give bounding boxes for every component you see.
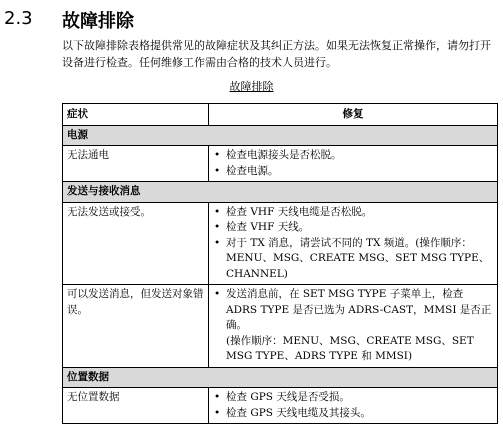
operation-note: (操作顺序：MENU、MSG、CREATE MSG、SET MSG TYPE、ADRS TYPE 和 MMSI) [226,334,474,362]
troubleshooting-table [62,103,498,424]
fix-item: • 发送消息前，在 SET MSG TYPE 子菜单上，检查 ADRS TYPE 是否已选为 ADRS-CAST，MMSI 是否正确。 [214,288,492,331]
fix-cell [209,388,498,424]
fix-item: • 检查电源。 [213,164,493,180]
symptom-cell: 无法通电 [63,146,209,182]
bullet-icon: • [214,221,221,233]
bullet-icon: • [214,149,221,161]
bullet-icon: • [214,406,221,419]
bullet-icon: • [214,391,221,403]
fix-item: • 检查 VHF 天线。 [213,220,493,236]
fix-item: • 检查 GPS 天线电缆及其接头。 [213,406,493,422]
bullet-icon: • [214,288,221,300]
table-header-row [63,104,498,126]
category-label: 发送与接收消息 [63,182,498,203]
fix-list [213,205,493,283]
table-row [63,202,498,285]
section-title: 故障排除 [62,11,134,32]
table-caption: 故障排除 [229,80,274,93]
category-label: 电源 [63,125,498,146]
table-row [63,285,498,368]
symptom-cell: 无法发送或接受。 [63,202,209,285]
category-row-position [63,367,498,388]
category-label: 位置数据 [63,367,498,388]
symptom-cell: 无位置数据 [63,388,209,424]
fix-list [213,390,493,421]
fix-cell [209,146,498,182]
symptom-cell: 可以发送消息，但发送对象错误。 [63,285,209,368]
category-row-messages [63,182,498,203]
fix-item: • 检查电源接头是否松脱。 [213,148,493,164]
category-row-power [63,125,498,146]
fix-item: • 检查 VHF 天线电缆是否松脱。 [213,205,493,221]
table-row [63,146,498,182]
intro-paragraph: 以下故障排除表格提供常见的故障症状及其纠正方法。如果无法恢复正常操作，请勿打开设备进行检查。任何维修工作需由合格的技术人员进行。 [62,39,491,69]
fix-item: • 对于 TX 消息，请尝试不同的 TX 频道。(操作顺序：MENU、MSG、CREATE MSG、SET MSG TYPE、CHANNEL) [214,236,490,280]
fix-item: • 检查 GPS 天线是否受损。 [213,390,493,406]
bullet-icon: • [214,236,221,249]
fix-list [213,148,493,179]
bullet-icon: • [214,205,221,218]
fix-cell [209,285,498,368]
fix-cell [209,202,498,285]
fix-list [213,287,493,334]
bullet-icon: • [214,164,221,177]
section-number: 2.3 [4,8,33,29]
header-symptom: 症状 [63,104,209,126]
header-fix: 修复 [209,104,498,126]
table-row [63,388,498,424]
